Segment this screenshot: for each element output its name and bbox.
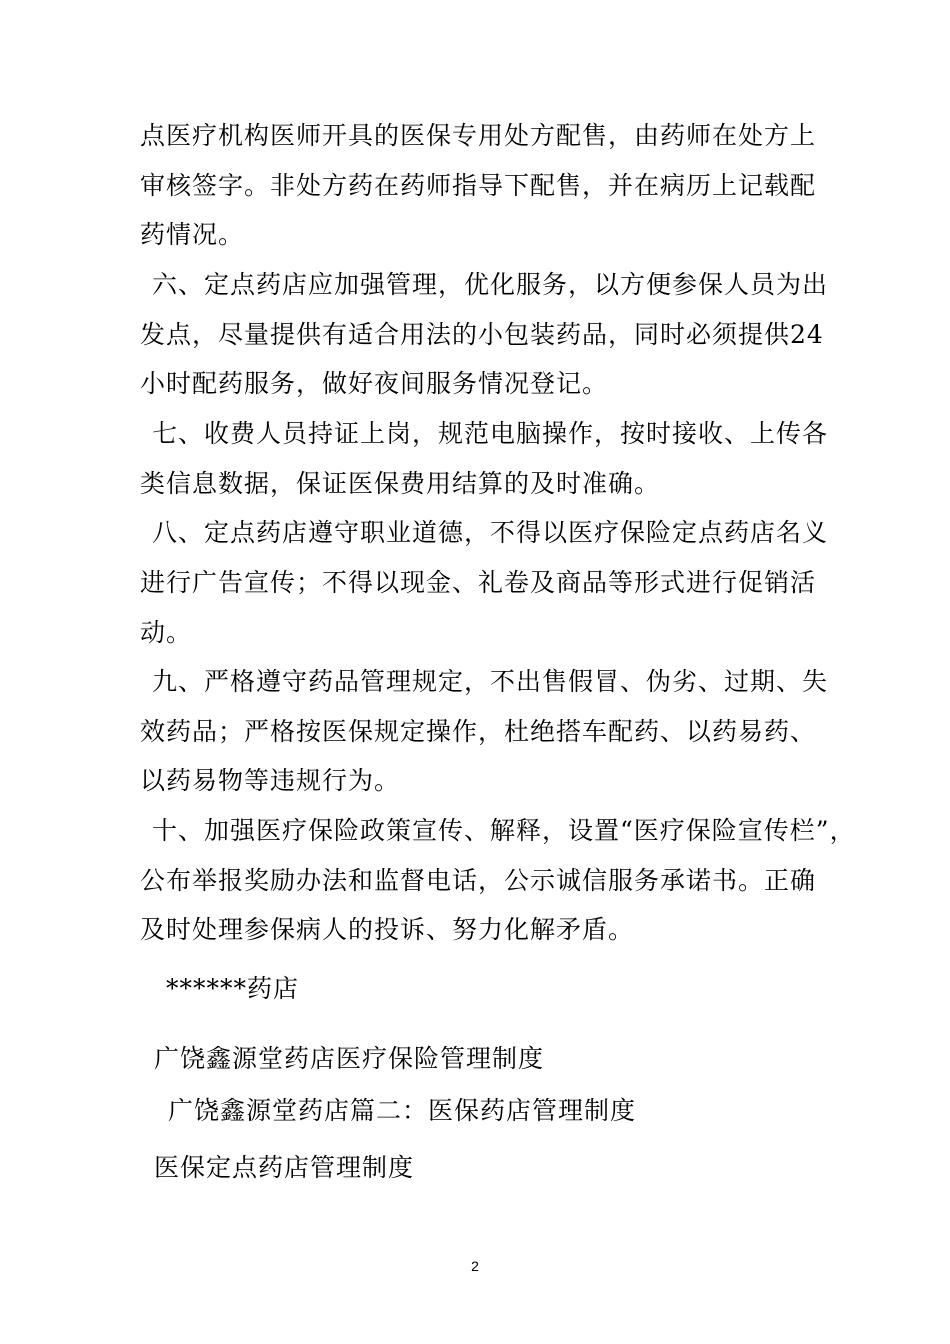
text-line: 类信息数据，保证医保费用结算的及时准确。 bbox=[140, 469, 661, 498]
section-heading: 广饶鑫源堂药店医疗保险管理制度 bbox=[154, 1044, 545, 1073]
section-heading: 医保定点药店管理制度 bbox=[154, 1153, 415, 1182]
text-line: 点医疗机构医师开具的医保专用处方配售，由药师在处方上 bbox=[140, 121, 817, 150]
signature-line: ******药店 bbox=[166, 974, 300, 1003]
text-line: 进行广告宣传；不得以现金、礼卷及商品等形式进行促销活 bbox=[140, 568, 817, 597]
text-line: 公布举报奖励办法和监督电话，公示诚信服务承诺书。正确 bbox=[140, 866, 817, 895]
text-line: 动。 bbox=[140, 618, 193, 647]
text-line: 六、定点药店应加强管理，优化服务，以方便参保人员为出 bbox=[152, 270, 829, 299]
text-line: 十、加强医疗保险政策宣传、解释，设置“医疗保险宣传栏”， bbox=[152, 816, 856, 845]
text-line: 效药品；严格按医保规定操作，杜绝搭车配药、以药易药、 bbox=[140, 717, 817, 746]
text-line: 药情况。 bbox=[140, 220, 245, 249]
text-line: 发点，尽量提供有适合用法的小包装药品，同时必须提供24 bbox=[140, 320, 824, 349]
section-heading: 广饶鑫源堂药店篇二：医保药店管理制度 bbox=[168, 1096, 637, 1125]
text-line: 七、收费人员持证上岗，规范电脑操作，按时接收、上传各 bbox=[152, 419, 829, 448]
text-line: 八、定点药店遵守职业道德，不得以医疗保险定点药店名义 bbox=[152, 518, 829, 547]
page-number: 2 bbox=[471, 1258, 479, 1274]
text-line: 小时配药服务，做好夜间服务情况登记。 bbox=[140, 369, 609, 398]
text-line: 审核签字。非处方药在药师指导下配售，并在病历上记载配 bbox=[140, 171, 817, 200]
text-line: 九、严格遵守药品管理规定，不出售假冒、伪劣、过期、失 bbox=[152, 667, 829, 696]
text-line: 及时处理参保病人的投诉、努力化解矛盾。 bbox=[140, 915, 635, 944]
text-line: 以药易物等违规行为。 bbox=[140, 766, 401, 795]
